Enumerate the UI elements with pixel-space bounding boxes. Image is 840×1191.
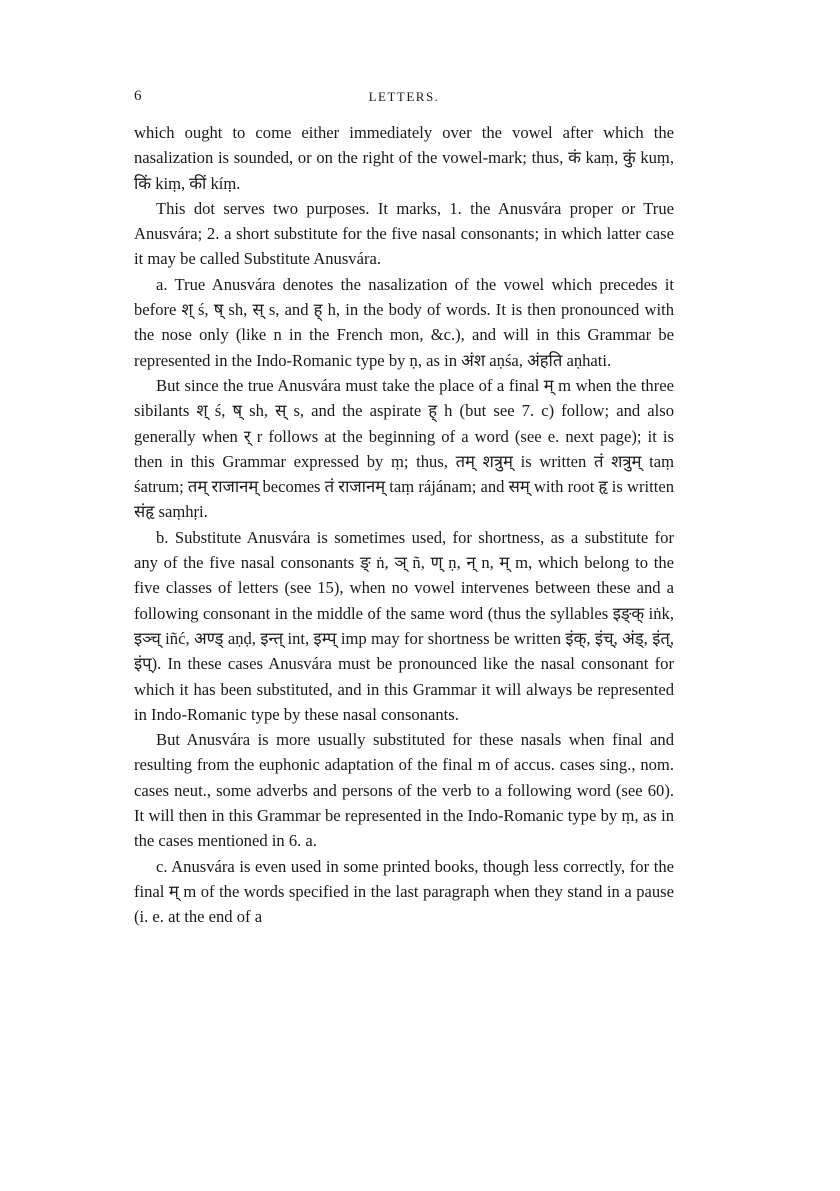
paragraph-true-anusvara: a. True Anusvára denotes the nasalization of the vowel which precedes it before श् ś, ष् sh, स् s, and ह् h, in the body of words. It is then pronounced with the nose only (like n in the French mon, &c.), and will in this Grammar be represented in the Indo-Romanic type by ṇ, as in अंश aṇśa, अंहति aṇhati.: [134, 274, 674, 370]
page-header: [134, 84, 674, 108]
paragraph-substitute-anusvara: b. Substitute Anusvára is sometimes used, for shortness, as a substitute for any of the five nasal consonants ङ् ṅ, ञ् ñ, ण् ṇ, न् n, म् m, which belong to the five classes of letters (see 15), when no vowel intervenes between these and a following consonant in the middle of the same word (thus the syllables इङ्क् iṅk, इञ्च् iñć, अण्ड् aṇḍ, इन्त् int, इम्प् imp may for shortness be written इंक्, इंच्, अंड्, इंत्, इंप्). In these cases Anusvára must be pronounced like the nasal consonant for which it has been substituted, and in this Grammar it will always be represented in Indo-Romanic type by these nasal consonants.: [134, 527, 674, 724]
paragraph-final-nasals: But Anusvára is more usually substituted for these nasals when final and resulting from the euphonic adaptation of the final m of accus. cases sing., nom. cases neut., some adverbs and persons of the verb to a following word (see 60). It will then in this Grammar be represented in the Indo-Romanic type by ṃ, as in the cases mentioned in 6. a.: [134, 730, 674, 851]
paragraph-dot-purposes: This dot serves two purposes. It marks, 1. the Anusvára proper or True Anusvára; 2. a short substitute for the five nasal consonants; in which latter case it may be called Substitute Anusvára.: [134, 198, 674, 269]
page-number: 6: [134, 88, 142, 104]
book-page: [134, 84, 674, 930]
paragraph-final-m: But since the true Anusvára must take the place of a final म् m when the three sibilants श् ś, ष् sh, स् s, and the aspirate ह् h (but see 7. c) follow; and also generally when र् r follows at the beginning of a word (see e. next page); it is then in this Grammar expressed by ṃ; thus, तम् शत्रुम् is written तं शत्रुम् taṃ śatrum; तम् राजानम् becomes तं राजानम् taṃ rájánam; and सम् with root हृ is written संहृ saṃhṛi.: [134, 375, 674, 522]
paragraph-continuation: which ought to come either immediately over the vowel after which the nasalization is sounded, or on the right of the vowel-mark; thus, कं kaṃ, कुं kuṃ, किं kiṃ, कीं kíṃ.: [134, 123, 674, 193]
running-title: LETTERS.: [368, 89, 440, 104]
paragraph-printed-books: c. Anusvára is even used in some printed books, though less correctly, for the final म् m of the words specified in the last paragraph when they stand in a pause (i. e. at the end of a: [134, 856, 674, 927]
page-body: [134, 120, 674, 930]
